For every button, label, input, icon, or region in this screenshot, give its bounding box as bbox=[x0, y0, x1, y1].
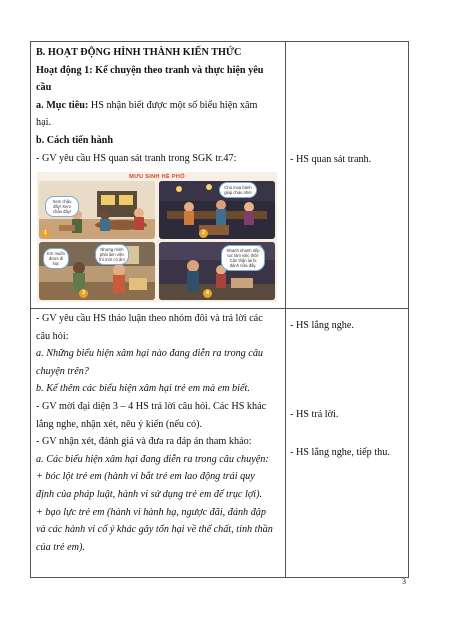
panel-number-4: 4 bbox=[203, 289, 212, 298]
question-b: b. Kể thêm các biểu hiện xâm hại trẻ em mà em biết. bbox=[36, 383, 250, 395]
goal-line-1 bbox=[36, 97, 281, 115]
column-divider bbox=[285, 42, 286, 577]
lower-left-cell bbox=[36, 310, 281, 556]
panel-4 bbox=[159, 242, 275, 300]
question-a-line-1: a. Những biểu hiện xâm hại nào đang diễn ra trong câu bbox=[36, 348, 264, 360]
panel-2-art bbox=[159, 181, 275, 239]
method-label: b. Cách tiến hành bbox=[36, 134, 113, 146]
page-number: 3 bbox=[402, 577, 406, 586]
note-observe: - HS quan sát tranh. bbox=[290, 154, 372, 165]
speech-bubble-1: Xem chậu đây! Xem chậu đây! bbox=[45, 196, 79, 217]
activity-title-1: Hoạt động 1: Kể chuyện theo tranh và thực hiện yêu bbox=[36, 64, 264, 76]
panel-1 bbox=[39, 181, 155, 239]
upper-left-cell bbox=[36, 44, 281, 167]
speech-bubble-5: Nhanh nhanh tiếp tục làm việc thôi! Cẩn thận lại bị đánh nữa đấy. bbox=[221, 245, 265, 271]
panel-number-1: 1 bbox=[41, 229, 50, 238]
answer-2-line-3: của trẻ em). bbox=[36, 541, 85, 553]
goal-text: HS nhận biết được một số biểu hiện xâm bbox=[88, 99, 258, 111]
lesson-table bbox=[30, 41, 409, 578]
illustration-title: MƯU SINH HÈ PHỐ bbox=[129, 174, 185, 180]
panel-number-2: 2 bbox=[199, 229, 208, 238]
story-illustration bbox=[37, 172, 277, 302]
answer-1-line-1: + bóc lột trẻ em (hành vi bắt trẻ em lao động trái quy bbox=[36, 471, 255, 483]
section-heading: B. HOẠT ĐỘNG HÌNH THÀNH KIẾN THỨC bbox=[36, 47, 242, 58]
panel-3 bbox=[39, 242, 155, 300]
evaluate-line: - GV nhận xét, đánh giá và đưa ra đáp án tham khảo: bbox=[36, 436, 252, 448]
invite-line-2: lắng nghe, nhận xét, nêu ý kiến (nếu có). bbox=[36, 418, 203, 430]
row-divider bbox=[31, 308, 408, 309]
answer-a: a. Các biểu hiện xâm hại đang diễn ra trong câu chuyện: bbox=[36, 453, 269, 465]
speech-bubble-4: Nhưng mình phải làm việc thì mới có ăn! bbox=[95, 244, 129, 265]
step-observe: - GV yêu cầu HS quan sát tranh trong SGK tr.47: bbox=[36, 152, 237, 164]
invite-line-1: - GV mời đại diện 3 – 4 HS trả lời câu hỏi. Các HS khác bbox=[36, 400, 267, 412]
answer-2-line-1: + bạo lực trẻ em (hành vi hành hạ, ngược đãi, đánh đập bbox=[36, 506, 266, 518]
panel-number-3: 3 bbox=[79, 289, 88, 298]
answer-1-line-2: định của pháp luật, hành vi sử dụng trẻ em để trục lợi). bbox=[36, 488, 263, 500]
activity-title-2: cầu bbox=[36, 82, 52, 94]
discussion-line-2: câu hỏi: bbox=[36, 330, 69, 342]
note-listen: - HS lắng nghe. bbox=[290, 320, 354, 331]
panel-2 bbox=[159, 181, 275, 239]
note-listen-absorb: - HS lắng nghe, tiếp thu. bbox=[290, 447, 390, 458]
discussion-line-1: - GV yêu cầu HS thảo luận theo nhóm đôi và trả lời các bbox=[36, 313, 263, 324]
note-answer: - HS trả lời. bbox=[290, 409, 339, 420]
speech-bubble-3: Em muốn được đi học bbox=[43, 248, 69, 269]
speech-bubble-2: Chú mua bánh giúp cháu nhé! bbox=[219, 182, 257, 198]
goal-label: a. Mục tiêu: bbox=[36, 99, 89, 111]
goal-line-2: hại. bbox=[36, 117, 51, 129]
question-a-line-2: chuyện trên? bbox=[36, 365, 89, 377]
answer-2-line-2: và các hành vi cố ý khác gây tổn hại về thể chất, tinh thần bbox=[36, 524, 273, 536]
